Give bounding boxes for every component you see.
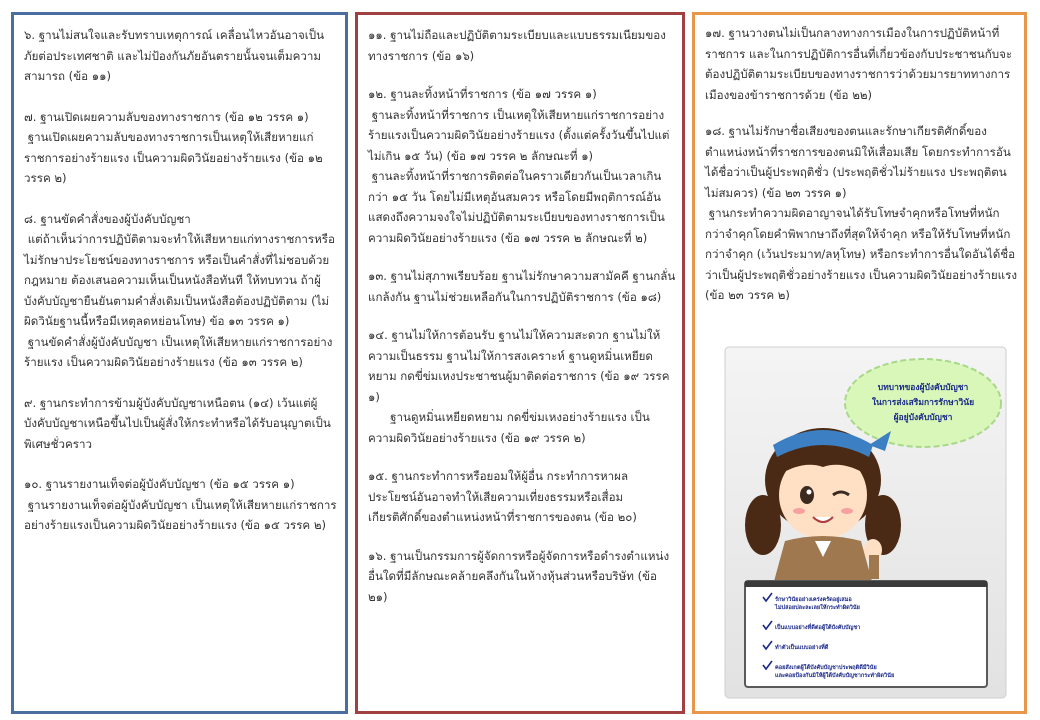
section-18: ๑๘. ฐานไม่รักษาชื่อเสียงของตนและรักษาเกียรติศักดิ์ของตำแหน่งหน้าที่ราชการของตนมิให้เสื่อมเสีย โดยกระทำการอันได้ชื่อว่าเป็นผู้ประพฤติชั่ว (ประพฤติชั่วไม่ร้ายแรง ประพฤติตนไม่สมควร) (ข้อ ๒๓ วรรค ๑) ฐานกระทำความผิดอาญาจนได้รับโทษจำคุกหรือโทษที่หนักกว่าจำคุกโดยคำพิพากษาถึงที่สุดให้จำคุก หรือให้รับโทษที่หนักกว่าจำคุก (เว้นประมาท/ลหุโทษ) หรือกระทำการอื่นใดอันได้ชื่อว่าเป็นผู้ประพฤติชั่วอย่างร้ายแรง เป็นความผิดวินัยอย่างร้ายแรง (ข้อ ๒๓ วรรค ๒) bbox=[705, 124, 1017, 302]
section-12: ๑๒. ฐานละทิ้งหน้าที่ราชการ (ข้อ ๑๗ วรรค ๑) ฐานละทิ้งหน้าที่ราชการ เป็นเหตุให้เสียหายแก่ราชการอย่างร้ายแรงเป็นความผิดวินัยอย่างร้ายแรง (ตั้งแต่ครั้งวันขึ้นไปแต่ไม่เกิน ๑๕ วัน) (ข้อ ๑๗ วรรค ๒ ลักษณะที่ ๑) ฐานละทิ้งหน้าที่ราชการติดต่อในคราวเดียวกันเป็นเวลาเกินกว่า ๑๕ วัน โดยไม่มีเหตุอันสมควร หรือโดยมีพฤติการณ์อันแสดงถึงความจงใจไม่ปฏิบัติตามระเบียบของทางราชการเป็นความผิดวินัยอย่างร้ายแรง (ข้อ ๑๗ วรรค ๒ ลักษณะที่ ๒) bbox=[368, 87, 670, 245]
bubble-line-2: ในการส่งเสริมการรักษาวินัย bbox=[871, 398, 975, 408]
checklist-item-6: และคอยป้องกันมิให้ผู้ใต้บังคับบัญชากระทำผิดวินัย bbox=[775, 673, 895, 679]
section-8: ๘. ฐานขัดคำสั่งของผู้บังคับบัญชา แต่ถ้าเห็นว่าการปฏิบัติตามจะทำให้เสียหายแก่ทางราชการหรือไม่รักษาประโยชน์ของทางราชการ หรือเป็นคำสั่งที่ไม่ชอบด้วยกฎหมาย ต้องเสนอความเห็นเป็นหนังสือทันที ให้ทบทวน ถ้าผู้บังคับบัญชายืนยันตามคำสั่งเดิมเป็นหนังสือต้องปฏิบัติตาม (ไม่ผิดวินัยฐานนี้หรือมีเหตุลดหย่อนโทษ) ข้อ ๑๓ วรรค ๑) ฐานขัดคำสั่งผู้บังคับบัญชา เป็นเหตุให้เสียหายแก่ราชการอย่างร้ายแรง เป็นความผิดวินัยอย่างร้ายแรง (ข้อ ๑๓ วรรค ๒) bbox=[24, 211, 335, 369]
checklist-item-1: รักษาวินัยอย่างเคร่งครัดอยู่เสมอ bbox=[775, 597, 852, 603]
section-14: ๑๔. ฐานไม่ให้การต้อนรับ ฐานไม่ให้ความสะดวก ฐานไม่ให้ความเป็นธรรม ฐานไม่ให้การสงเคราะห์ ฐานดูหมิ่นเหยียดหยาม กดขี่ข่มเหงประชาชนผู้มาติดต่อราชการ (ข้อ ๑๙ วรรค ๑) ฐานดูหมิ่นเหยียดหยาม กดขี่ข่มเหงอย่างร้ายแรง เป็นความผิดวินัยอย่างร้ายแรง (ข้อ ๑๙ วรรค ๒) bbox=[368, 328, 670, 445]
checklist-item-4: ทำตัวเป็นแบบอย่างที่ดี bbox=[775, 645, 829, 651]
checklist-item-2: ไม่ปล่อยปละละเลยให้กระทำผิดวินัย bbox=[775, 605, 860, 611]
section-17: ๑๗. ฐานวางตนไม่เป็นกลางทางการเมืองในการปฏิบัติหน้าที่ราชการ และในการปฏิบัติการอื่นที่เกี่ยวข้องกับประชาชนกับจะต้องปฏิบัติตามระเบียบของทางราชการว่าด้วยมารยาททางการเมืองของข้าราชการด้วย (ข้อ ๒๒) bbox=[705, 26, 1013, 102]
section-10: ๑๐. ฐานรายงานเท็จต่อผู้บังคับบัญชา (ข้อ ๑๕ วรรค ๑) ฐานรายงานเท็จต่อผู้บังคับบัญชา เป็นเหตุให้เสียหายแก่ราชการอย่างร้ายแรงเป็นความผิดวินัยอย่างร้ายแรง (ข้อ ๑๕ วรรค ๒) bbox=[24, 477, 337, 532]
panel-right bbox=[692, 12, 1027, 714]
section-15: ๑๕. ฐานกระทำการหรือยอมให้ผู้อื่น กระทำการหาผลประโยชน์อันอาจทำให้เสียความเที่ยงธรรมหรือเสื่อมเกียรติศักดิ์ของตำแหน่งหน้าที่ราชการของตน (ข้อ ๒๐) bbox=[368, 469, 637, 524]
section-6: ๖. ฐานไม่สนใจและรับทราบเหตุการณ์ เคลื่อนไหวอันอาจเป็นภัยต่อประเทศชาติ และไม่ป้องกันภัยอันตรายนั้นจนเต็มความสามารถ (ข้อ ๑๑) bbox=[24, 28, 325, 83]
checklist-board bbox=[745, 581, 987, 687]
panel-middle bbox=[355, 12, 685, 714]
bubble-line-1: บทบาทของผู้บังคับบัญชา bbox=[877, 383, 969, 393]
section-9: ๙. ฐานกระทำการข้ามผู้บังคับบัญชาเหนือตน (๑๔) เว้นแต่ผู้บังคับบัญชาเหนือขึ้นไปเป็นผู้สั่งให้กระทำหรือได้รับอนุญาตเป็นพิเศษชั่วคราว bbox=[24, 395, 331, 451]
section-13: ๑๓. ฐานไม่สุภาพเรียบร้อย ฐานไม่รักษาความสามัคคี ฐานกลั่นแกล้งกัน ฐานไม่ช่วยเหลือกันในการปฏิบัติราชการ (ข้อ ๑๘) bbox=[368, 269, 676, 304]
bubble-line-3: ผู้อยู่บังคับบัญชา bbox=[893, 413, 953, 423]
section-16: ๑๖. ฐานเป็นกรรมการผู้จัดการหรือผู้จัดการหรือดำรงตำแหน่งอื่นใดที่มีลักษณะคล้ายคลึงกันในห้างหุ้นส่วนหรือบริษัท (ข้อ ๒๑) bbox=[368, 548, 670, 604]
panel-left bbox=[11, 12, 348, 714]
cartoon-poster bbox=[723, 345, 1008, 700]
checklist-item-5: คอยสังเกตผู้ใต้บังคับบัญชาประพฤติดีมีวินัย bbox=[775, 665, 877, 671]
section-7: ๗. ฐานเปิดเผยความลับของทางราชการ (ข้อ ๑๒ วรรค ๑) ฐานเปิดเผยความลับของทางราชการเป็นเหตุให้เสียหายแก่ราชการอย่างร้ายแรง เป็นความผิดวินัยอย่างร้ายแรง (ข้อ ๑๒ วรรค ๒) bbox=[24, 109, 323, 185]
checklist-item-3: เป็นแบบอย่างที่ดีต่อผู้ใต้บังคับบัญชา bbox=[775, 625, 861, 631]
section-11: ๑๑. ฐานไม่ถือและปฏิบัติตามระเบียบและแบบธรรมเนียมของทางราชการ (ข้อ ๑๖) bbox=[368, 28, 666, 63]
